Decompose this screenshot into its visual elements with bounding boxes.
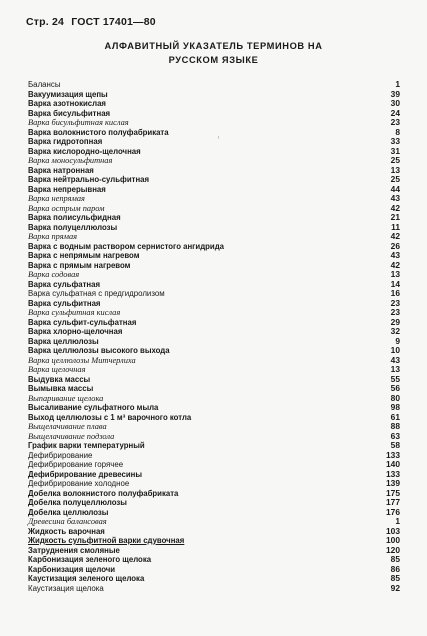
index-term: Дефибрирование древесины bbox=[28, 469, 142, 479]
index-term: Варка моносульфитная bbox=[28, 156, 113, 165]
index-page-number: 133 bbox=[386, 468, 400, 479]
index-page-number: 55 bbox=[390, 373, 400, 384]
index-term: Варка сульфитная кислая bbox=[28, 308, 121, 317]
index-term: Затруднения смоляные bbox=[28, 545, 120, 555]
index-term: Варка сульфит-сульфатная bbox=[28, 317, 137, 327]
index-term: Варка полуцеллюлозы bbox=[28, 222, 118, 232]
index-page-number: 56 bbox=[390, 383, 400, 393]
index-term: Варка непрерывная bbox=[28, 184, 106, 194]
index-page-number: 24 bbox=[390, 107, 400, 118]
index-term: Варка с прямым нагревом bbox=[28, 260, 131, 270]
index-page-number: 33 bbox=[390, 136, 400, 146]
index-entry bbox=[28, 156, 400, 166]
index-entry bbox=[28, 346, 400, 356]
index-entry bbox=[28, 574, 400, 584]
index-term: Дефибрирование холодное bbox=[28, 479, 130, 488]
index-term: Варка кислородно-щелочная bbox=[28, 146, 141, 156]
index-entry bbox=[28, 489, 400, 499]
index-page-number: 120 bbox=[386, 544, 400, 555]
index-entry bbox=[28, 470, 400, 480]
index-term: Добелка полуцеллюлозы bbox=[28, 498, 127, 507]
index-title-line-2: РУССКОМ ЯЗЫКЕ bbox=[168, 55, 259, 65]
index-entry bbox=[28, 251, 400, 261]
index-entry bbox=[28, 289, 400, 299]
index-page-number: 9 bbox=[395, 335, 400, 346]
index-term: Варка бисульфитная кислая bbox=[28, 118, 129, 127]
index-page-number: 139 bbox=[386, 478, 400, 488]
index-entry bbox=[28, 90, 400, 100]
index-term: Варка натронная bbox=[28, 165, 94, 175]
index-term: Варка нейтрально-сульфитная bbox=[28, 175, 150, 184]
index-page-number: 85 bbox=[390, 573, 400, 583]
index-page-number: 133 bbox=[386, 449, 400, 460]
index-entry bbox=[28, 261, 400, 271]
index-page-number: 92 bbox=[390, 582, 400, 593]
index-entry bbox=[28, 451, 400, 461]
index-page-number: 11 bbox=[391, 221, 400, 232]
index-entry bbox=[28, 527, 400, 537]
index-page-number: 85 bbox=[390, 554, 400, 564]
index-page-number: 13 bbox=[390, 269, 400, 279]
index-page-number: 80 bbox=[390, 392, 400, 403]
index-page-number: 88 bbox=[390, 421, 400, 431]
index-term: Карбонизация щелочи bbox=[28, 564, 116, 574]
index-entry bbox=[28, 584, 400, 594]
index-term: Варка острым паром bbox=[28, 203, 105, 213]
index-page-number: 25 bbox=[390, 174, 400, 184]
index-entry bbox=[28, 327, 400, 337]
index-entry bbox=[28, 80, 400, 90]
index-entry bbox=[28, 99, 400, 109]
index-entry bbox=[28, 479, 400, 489]
index-page-number: 1 bbox=[395, 516, 400, 526]
index-entry bbox=[28, 441, 400, 451]
index-term: Добелка целлюлозы bbox=[28, 507, 109, 517]
index-page-number: 1 bbox=[395, 79, 400, 89]
index-page-number: 98 bbox=[390, 402, 400, 412]
index-page-number: 42 bbox=[390, 259, 400, 270]
index-term: Варка азотнокислая bbox=[28, 99, 106, 108]
index-page-number: 42 bbox=[390, 202, 400, 213]
index-entry bbox=[28, 498, 400, 508]
index-page-number: 39 bbox=[390, 88, 400, 99]
index-page-number: 103 bbox=[386, 525, 400, 536]
index-entry bbox=[28, 565, 400, 575]
index-term: Жидкость сульфитной варки сдувочная bbox=[28, 536, 185, 545]
index-page-number: 177 bbox=[386, 497, 400, 507]
index-term: Выдувка массы bbox=[28, 374, 91, 384]
index-entry bbox=[28, 460, 400, 470]
standard-code: ГОСТ 17401—80 bbox=[71, 16, 156, 28]
index-entry bbox=[28, 270, 400, 280]
index-term: Выход целлюлозы с 1 м³ варочного котла bbox=[28, 412, 192, 422]
index-page-number: 42 bbox=[390, 231, 400, 241]
index-page-number: 43 bbox=[390, 354, 400, 365]
index-term: Каустизация зеленого щелока bbox=[28, 574, 145, 583]
index-term: Варка содовая bbox=[28, 270, 80, 279]
index-entry bbox=[28, 337, 400, 347]
index-term: Варка волокнистого полуфабриката bbox=[28, 127, 169, 137]
index-entry bbox=[28, 204, 400, 214]
index-page-number: 32 bbox=[390, 326, 400, 336]
index-entry bbox=[28, 318, 400, 328]
index-term: Варка целлюлозы Митчерлиха bbox=[28, 355, 136, 365]
index-page-number: 176 bbox=[386, 506, 400, 517]
index-term: Дефибрирование горячее bbox=[28, 460, 124, 469]
index-entry bbox=[28, 118, 400, 128]
index-entry bbox=[28, 128, 400, 138]
index-term: Вымывка массы bbox=[28, 384, 94, 393]
page-header bbox=[26, 16, 160, 28]
index-term: Балансы bbox=[28, 80, 61, 89]
stray-mark: ᵗ bbox=[218, 136, 220, 142]
index-entry bbox=[28, 546, 400, 556]
index-page-number: 13 bbox=[390, 364, 400, 374]
index-entry bbox=[28, 175, 400, 185]
index-entry bbox=[28, 185, 400, 195]
index-page-number: 100 bbox=[386, 535, 400, 545]
index-page-number: 23 bbox=[390, 307, 400, 317]
index-entry bbox=[28, 422, 400, 432]
index-entry bbox=[28, 232, 400, 242]
index-entry bbox=[28, 375, 400, 385]
index-term: Дефибрирование bbox=[28, 450, 93, 460]
index-term: Варка сульфатная bbox=[28, 279, 101, 289]
index-entry bbox=[28, 308, 400, 318]
index-page-number: 23 bbox=[390, 117, 400, 127]
index-entry bbox=[28, 280, 400, 290]
index-page-number: 25 bbox=[390, 155, 400, 165]
index-term: Варка прямая bbox=[28, 232, 78, 241]
index-entry bbox=[28, 109, 400, 119]
index-term: Выщелачивание подзола bbox=[28, 431, 115, 441]
index-term: Варка с водным раствором сернистого ангидрида bbox=[28, 241, 225, 251]
index-page-number: 23 bbox=[390, 297, 400, 308]
index-entry bbox=[28, 508, 400, 518]
index-term: График варки температурный bbox=[28, 441, 145, 450]
index-page-number: 21 bbox=[390, 212, 400, 222]
index-entry bbox=[28, 147, 400, 157]
index-page-number: 30 bbox=[390, 98, 400, 108]
index-term: Выпаривание щелока bbox=[28, 393, 104, 403]
index-page-number: 8 bbox=[395, 126, 400, 137]
index-term: Вакуумизация щепы bbox=[28, 89, 108, 99]
index-entry bbox=[28, 242, 400, 252]
index-term: Высаливание сульфатного мыла bbox=[28, 403, 159, 412]
index-term: Варка целлюлозы bbox=[28, 336, 99, 346]
index-entry bbox=[28, 356, 400, 366]
index-entry bbox=[28, 432, 400, 442]
index-page-number: 86 bbox=[390, 563, 400, 574]
index-page-number: 58 bbox=[390, 440, 400, 450]
index-entry bbox=[28, 137, 400, 147]
index-page-number: 140 bbox=[386, 459, 400, 469]
index-entry bbox=[28, 384, 400, 394]
index-page-number: 10 bbox=[390, 345, 400, 355]
index-page-number: 61 bbox=[390, 411, 400, 422]
index-term: Варка сульфитная bbox=[28, 298, 101, 308]
index-term: Выщелачивание плава bbox=[28, 422, 107, 431]
term-index bbox=[28, 80, 400, 593]
index-page-number: 16 bbox=[390, 288, 400, 298]
index-term: Варка гидротопная bbox=[28, 137, 103, 146]
index-term: Жидкость варочная bbox=[28, 526, 105, 536]
index-page-number: 44 bbox=[390, 183, 400, 194]
index-entry bbox=[28, 213, 400, 223]
index-term: Варка с непрямым нагревом bbox=[28, 251, 140, 260]
index-page-number: 29 bbox=[390, 316, 400, 327]
index-term: Добелка волокнистого полуфабриката bbox=[28, 488, 179, 498]
index-entry bbox=[28, 536, 400, 546]
index-page-number: 175 bbox=[386, 487, 400, 498]
index-entry bbox=[28, 555, 400, 565]
index-entry bbox=[28, 403, 400, 413]
index-page-number: 14 bbox=[390, 278, 400, 289]
index-entry bbox=[28, 517, 400, 527]
index-page-number: 13 bbox=[390, 164, 400, 175]
index-page-number: 31 bbox=[390, 145, 400, 156]
index-term: Варка бисульфитная bbox=[28, 108, 111, 118]
index-entry bbox=[28, 413, 400, 423]
index-entry bbox=[28, 394, 400, 404]
index-page-number: 63 bbox=[390, 430, 400, 441]
index-term: Варка сульфатная с предгидролизом bbox=[28, 289, 165, 298]
index-page-number: 26 bbox=[390, 240, 400, 251]
index-entry bbox=[28, 166, 400, 176]
index-term: Варка хлорно-щелочная bbox=[28, 327, 123, 336]
index-term: Варка щелочная bbox=[28, 365, 86, 374]
page-number: Стр. 24 bbox=[26, 16, 65, 28]
index-entry bbox=[28, 194, 400, 204]
index-term: Карбонизация зеленого щелока bbox=[28, 555, 152, 564]
index-entry bbox=[28, 299, 400, 309]
index-page-number: 43 bbox=[390, 193, 400, 203]
index-term: Каустизация щелока bbox=[28, 583, 104, 593]
index-term: Варка целлюлозы высокого выхода bbox=[28, 346, 170, 355]
index-term: Варка полисульфидная bbox=[28, 213, 121, 222]
index-term: Древесина балансовая bbox=[28, 517, 107, 526]
index-term: Варка непрямая bbox=[28, 194, 85, 203]
index-title-line-1: АЛФАВИТНЫЙ УКАЗАТЕЛЬ ТЕРМИНОВ НА bbox=[104, 41, 323, 51]
index-entry bbox=[28, 223, 400, 233]
index-page-number: 43 bbox=[390, 250, 400, 260]
index-entry bbox=[28, 365, 400, 375]
